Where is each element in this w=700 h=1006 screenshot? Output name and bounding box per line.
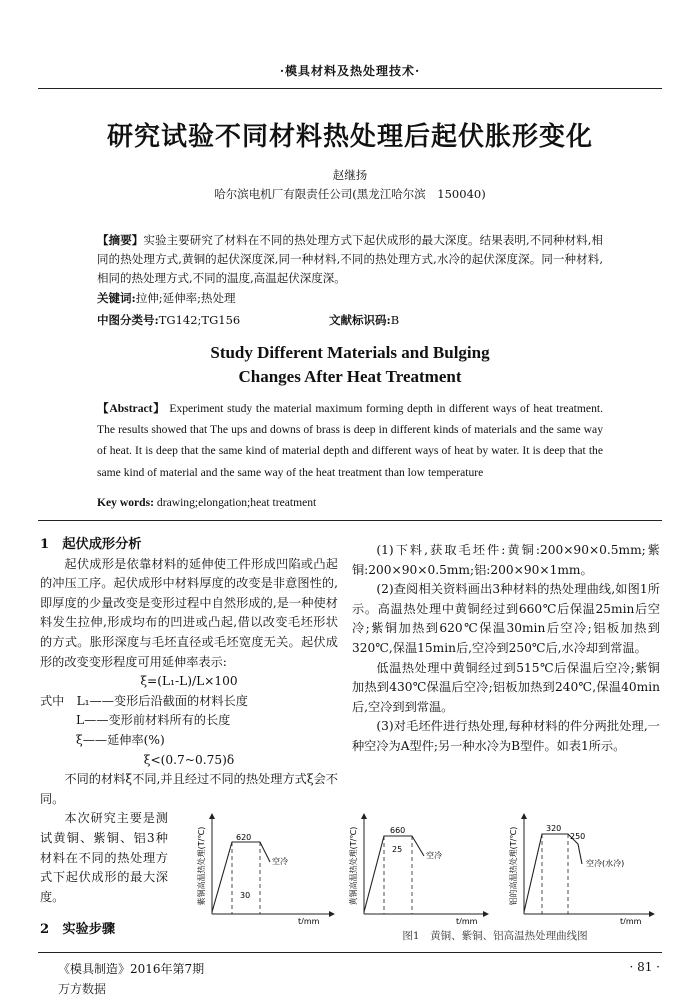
chart-copper-xlabel: t/mm — [298, 917, 320, 924]
right-para1: (1)下料,获取毛坯件:黄铜:200×90×0.5mm;紫铜:200×90×0.5mm;铝:200×90×1mm。 — [352, 543, 660, 577]
section1-num: 1 — [40, 537, 50, 552]
section1-para1: 起伏成形是依靠材料的延伸使工件形成凹陷或凸起的冲压工序。起伏成形中材料厚度的改变是非意图性的,即厚度的少量改变是变形过程中自然形成的,是一种使材料发生拉伸,形成均布的凹进或凸起,借以改变毛坯形状的方式。胀形深度与毛坯直径或毛坯宽度无关。起伏成形的改变变形程度可用延伸率表示: — [40, 556, 338, 669]
keywords-cn — [97, 290, 236, 306]
chart-aluminium — [508, 816, 652, 924]
doc-code-value: B — [390, 313, 400, 327]
section1-heading — [40, 535, 338, 555]
clc-label: 中图分类号: — [97, 313, 159, 327]
chart-brass-cool-label: 空冷 — [426, 851, 442, 860]
doc-code — [329, 312, 399, 328]
page-number: · 81 · — [629, 960, 660, 974]
running-head: ·模具材料及热处理技术· — [279, 64, 421, 78]
title-en — [0, 341, 700, 389]
section1-para3: 本次研究主要是测试黄铜、紫铜、铝3种材料在不同的热处理方式下起伏成形的最大深度。 — [40, 811, 168, 904]
def-2: L——变形前材料所有的长度 — [76, 713, 231, 728]
right-para4: (3)对毛坯件进行热处理,每种材料的件分两批处理,一种空冷为A型件;另一种水冷为B型件。如表1所示。 — [352, 719, 660, 753]
right-column — [352, 541, 660, 757]
keywords-en-text: drawing;elongation;heat treatment — [156, 496, 317, 509]
affiliation: 哈尔滨电机厂有限责任公司(黑龙江哈尔滨 150040) — [214, 187, 486, 201]
chart-copper-curve — [212, 842, 270, 912]
chart-brass — [348, 816, 486, 924]
chart-aluminium-step-label: 250 — [570, 832, 586, 841]
figure-caption: 图1 黄铜、紫铜、铝高温热处理曲线图 — [402, 930, 588, 942]
abstract-en — [97, 398, 603, 483]
chart-brass-xlabel: t/mm — [456, 917, 478, 924]
formula-limit: ξ<(0.7~0.75)δ — [143, 752, 235, 767]
abstract-en-label: 【Abstract】 — [97, 402, 166, 415]
title-en-line2: Changes After Heat Treatment — [238, 367, 462, 386]
chart-aluminium-cool-label: 空冷(水冷) — [586, 859, 625, 868]
section2-title: 实验步骤 — [62, 922, 116, 937]
chart-copper-hold-label: 30 — [240, 891, 251, 900]
chart-copper-cool-label: 空冷 — [272, 857, 288, 866]
right-para3: 低温热处理中黄铜经过到515℃后保温后空冷;紫铜加热到430℃保温后空冷;铝板加热到240℃,保温40min后,空冷到到常温。 — [352, 660, 660, 714]
chart-copper — [196, 816, 332, 924]
right-para2: (2)查阅相关资料画出3种材料的热处理曲线,如图1所示。高温热处理中黄铜经过到660℃后保温25min后空冷;紫铜加热到620℃保温30min后空冷;铝板加热到320℃,保温15min后,空冷到250℃后,水冷却到常温。 — [352, 582, 660, 655]
section2-heading — [40, 918, 115, 937]
chart-brass-ylabel: 黄铜高温热处理(T/℃) — [349, 826, 358, 906]
abstract-cn-text: 实验主要研究了材料在不同的热处理方式下起伏成形的最大深度。结果表明,不同种材料,相同的热处理方式,黄铜的起伏深度深,同一种材料,不同的热处理方式,水冷的起伏深度深。同一种材料,相同的热处理方式,不同的温度,高温起伏深度深。 — [97, 233, 604, 285]
footer-rule — [38, 952, 662, 953]
footer-journal: 《模具制造》2016年第7期 — [58, 962, 205, 976]
header-rule — [38, 88, 662, 89]
abstract-cn — [97, 231, 603, 288]
abstract-en-text: Experiment study the material maximum forming depth in different ways of heat treatment. The results showed that The ups and downs of brass is deep in different kinds of materials and the same way of heat. It is deep that the same kind of material depth and different ways of heat by water. It is deep that the same kind of material and the same way of the heat treatment than low temperature — [97, 402, 603, 479]
chart-brass-hold-label: 25 — [392, 845, 403, 854]
keywords-en-label: Key words: — [97, 496, 154, 509]
section1-title: 起伏成形分析 — [62, 537, 142, 552]
chart-brass-peak-label: 660 — [390, 826, 406, 835]
clc-value: TG142;TG156 — [158, 313, 241, 327]
keywords-cn-text: 拉伸;延伸率;热处理 — [135, 291, 236, 305]
watermark: 万方数据 — [58, 982, 107, 996]
def-1 — [40, 692, 338, 712]
section2-num: 2 — [40, 922, 50, 937]
def-1-text: L₁——变形后沿截面的材料长度 — [76, 693, 248, 708]
keywords-en — [97, 496, 316, 509]
abstract-cn-label: 【摘要】 — [97, 233, 144, 247]
chart-aluminium-peak-label: 320 — [546, 824, 562, 833]
chart-copper-peak-label: 620 — [236, 833, 252, 842]
def-3: ξ——延伸率(%) — [76, 732, 165, 747]
abstract-rule — [38, 520, 662, 521]
doc-code-label: 文献标识码: — [329, 313, 391, 327]
chart-aluminium-curve — [524, 834, 582, 912]
author: 赵继扬 — [332, 168, 368, 182]
title-en-line1: Study Different Materials and Bulging — [210, 343, 490, 362]
where-label: 式中 — [40, 693, 65, 708]
chart-aluminium-ylabel: 铝的高温热处理(T/℃) — [509, 826, 518, 906]
chart-aluminium-xlabel: t/mm — [620, 917, 642, 924]
keywords-cn-label: 关键词: — [97, 291, 136, 305]
figure-1 — [186, 812, 662, 924]
section1-para2: 不同的材料ξ不同,并且经过不同的热处理方式ξ会不同。 — [40, 772, 338, 806]
chart-copper-ylabel: 紫铜高温热处理(T/℃) — [197, 826, 206, 906]
page-title: 研究试验不同材料热处理后起伏胀形变化 — [106, 122, 593, 152]
classification-line — [97, 312, 603, 328]
formula-elongation: ξ=(L₁-L)/L×100 — [140, 674, 238, 689]
